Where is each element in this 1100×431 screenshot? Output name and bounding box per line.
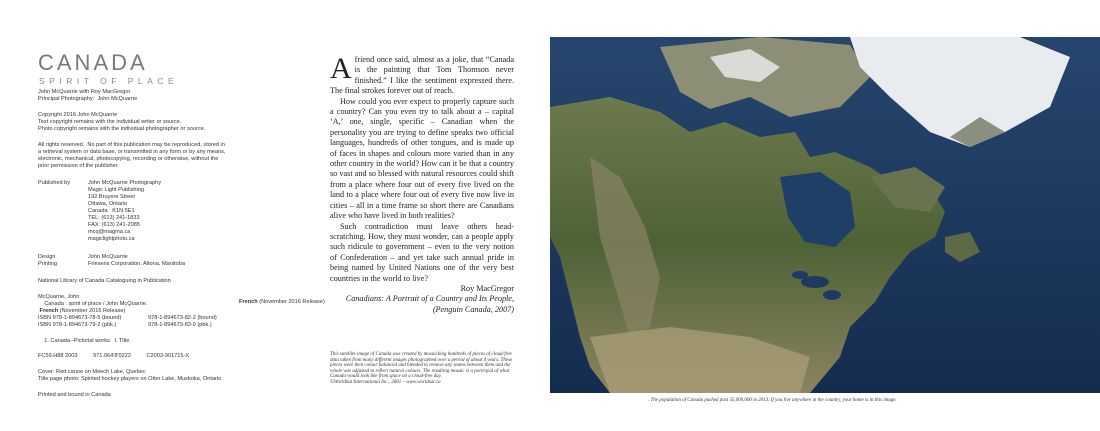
isbn-french-bound: 978-1-894673-82-2 (bound) [148,315,217,321]
copyright-line-2: Text copyright remains with the individual writer or source. [38,119,182,125]
catalog-title: Canada : spirit of place / John McQuarrie. [38,301,148,307]
satellite-map-image [550,37,1100,393]
rights-line-1: All rights reserved. No part of this publication may be reproduced, stored in [38,142,225,148]
essay-paragraph-1 [330,52,514,97]
map-credit: ©WorldSat International Inc., 2001 – www.worldsat.ca [330,379,441,385]
essay-paragraph-2: How could you ever expect to properly capture such a country? Can you even try to talk about a – capital ‘A,’ one, single, specific – Canadian when the personality you are trying to define speaks two official languages, hundreds of other tongues, and is made up of faces in shapes and colours more varied than in any other country in the world? How can it be that a country so vast and so blessed with natural resources could shift from a place where four out of every five lived on the land to a place where four out of every five now live in cities – all in a time frame so short there are Canadians alive who have lived in both realities? [330,96,514,221]
design-label: Design [38,254,56,260]
book-title: CANADA [38,50,148,75]
rights-line-2: a retrieval system or data base, or transmitted in any form or by any means, [38,149,226,155]
rights-line-3: electronic, mechanical, photocopying, recording or otherwise, without the [38,156,219,162]
essay-author: Roy MacGregor [460,283,514,293]
isbn-french-pbk: 978-1-894673-83-9 (pbk.) [148,322,212,328]
isbn-bound: ISBN 978-1-894673-78-5 (bound) [38,315,122,321]
book-subtitle: SPIRIT OF PLACE [39,76,179,86]
french-left-bold: French [38,308,59,314]
classification-line: FC59.H88 2003 971.064'8'0222 C2003-901715-X [38,353,190,359]
authors-line: John McQuarrie with Roy MacGregor [38,89,131,95]
copyright-line-3: Photo copyright remains with the individual photographer or source. [38,126,206,132]
french-release-right [239,299,325,306]
essay-paragraph-1-text: friend once said, almost as a joke, that “Canada is the painting that Tom Thomson never finished.” I like the sentiment expressed there. The final strokes forever out of reach. [330,55,514,96]
copyright-line-1: Copyright 2016 John McQuarrie [38,112,118,118]
rights-line-4: prior permission of the publisher. [38,163,119,169]
french-release-left [38,308,125,315]
printed-line: Printed and bound in Canada [38,392,111,398]
subject-line: 1. Canada--Pictorial works. I. Title. [38,338,131,344]
photo-caption: . The population of Canada pushed past 35,000,000 in 2013. If you live anywhere in the country, your home is in this image. [648,398,897,403]
printing-value: Friesens Corporation, Altona, Manitoba [88,261,186,267]
great-lakes-3 [792,271,808,279]
isbn-pbk: ISBN 978-1-894673-79-2 (pbk.) [38,322,117,328]
colophon-page [0,0,325,431]
map-caption [330,352,520,386]
essay-source-title: Canadians: A Portrait of a Country and Its People, [345,294,514,304]
satellite-map-svg [550,37,1100,393]
library-line: National Library of Canada Cataloguing in Publication [38,278,171,284]
essay-block [330,52,514,315]
french-right-bold: French [239,299,258,305]
essay-source-1 [330,294,514,304]
french-right-rest: (November 2016 Release) [257,299,325,305]
photography-line: Principal Photography: John McQuarrie [38,96,138,102]
map-caption-text: This satellite image of Canada was created by mosaicking hundreds of pieces of cloud-free data taken from many different images photographed over a period of about 4 years. These pieces were then colour balanced and blended to remove any seams between them and the whole was adjusted to reflect natural colours. The resulting mosaic is a portrayal of what Canada would look like from space on a cloud-free day. [330,352,513,380]
great-lakes-2 [823,290,841,300]
cover-credit: Cover: Red canoe on Meech Lake, Quebec [38,369,146,375]
printing-label: Printing [38,261,57,267]
essay-source-publisher: (Penguin Canada, 2007) [432,304,514,314]
essay-paragraph-3: Such contradiction must leave others head-scratching. How, they must wonder, can a people apply such ridicule to government – even to the very notion of Confederation – and yet take such annual pride in being named by United Nations one of the very best countries in the world to live? [330,221,514,283]
publisher-address: John McQuarrie Photography Magic Light Publishing 192 Bruyere Street Ottawa, Ontario Canada K1N 5E1 TEL: (613) 241-1833 FAX: (613) 241-2085 mcq@magma.ca magiclightphoto.ca [88,180,162,242]
catalog-name: McQuarrie, John [38,294,80,300]
published-label: Published by [38,180,71,186]
french-left-rest: (November 2016 Release) [58,308,126,314]
title-page-credit: Title page photo: Spirited hockey players on Otter Lake, Muskoka, Ontario [38,376,222,382]
essay-source-2 [330,305,514,315]
drop-cap: A [330,52,352,85]
design-value: John McQuarrie [88,254,128,260]
